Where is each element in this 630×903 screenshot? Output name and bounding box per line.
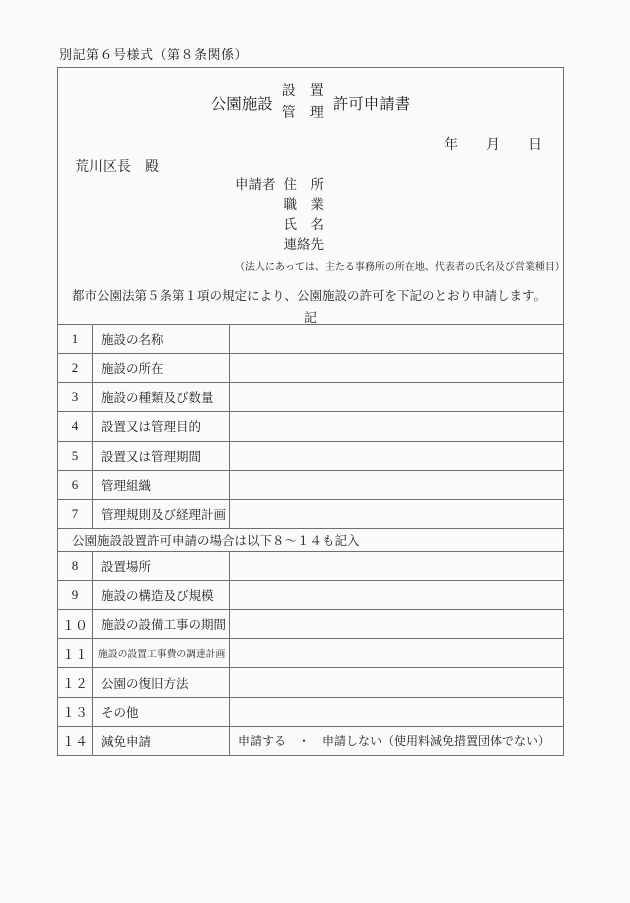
form-number-label: 別記第６号様式（第８条関係）	[59, 47, 249, 62]
row-value	[230, 581, 564, 610]
row-value	[230, 441, 564, 470]
table-row	[58, 412, 564, 441]
table-row	[58, 383, 564, 412]
row-number: １０	[58, 610, 93, 639]
table-row	[58, 551, 564, 580]
row-label: 設置場所	[93, 551, 230, 580]
title-stacked-bottom: 管 理	[281, 105, 324, 121]
row-value	[230, 412, 564, 441]
table-row	[58, 325, 564, 354]
title-suffix: 許可申請書	[332, 95, 411, 113]
applicant-field-name: 氏 名	[283, 217, 324, 232]
row-label: 施設の設置工事費の調達計画	[93, 639, 230, 668]
row-number: 5	[58, 441, 93, 470]
corporate-note: （法人にあっては、主たる事務所の所在地、代表者の氏名及び営業種目）	[235, 262, 565, 273]
row-number: 8	[58, 551, 93, 580]
applicant-field-address: 住 所	[283, 177, 324, 192]
row-value	[230, 470, 564, 499]
application-table	[57, 324, 564, 756]
table-row	[58, 354, 564, 383]
row-label: 施設の所在	[93, 354, 230, 383]
addressee: 荒川区長 殿	[75, 160, 159, 175]
row-label: 施設の名称	[93, 325, 230, 354]
application-statement: 都市公園法第５条第１項の規定により、公園施設の許可を下記のとおり申請します。	[72, 289, 547, 303]
table-row	[58, 441, 564, 470]
row-label: 施設の種類及び数量	[93, 383, 230, 412]
table-row	[58, 726, 564, 755]
applicant-field-occupation: 職 業	[283, 197, 324, 212]
list-heading: 記	[303, 310, 317, 325]
table-row	[58, 470, 564, 499]
table-row	[58, 610, 564, 639]
table-row	[58, 499, 564, 528]
row-label: 設置又は管理期間	[93, 441, 230, 470]
row-value	[230, 499, 564, 528]
row-value	[230, 354, 564, 383]
row-label: 施設の構造及び規模	[93, 581, 230, 610]
row-number: 3	[58, 383, 93, 412]
row-value	[230, 639, 564, 668]
applicant-label: 申請者	[235, 177, 276, 192]
row-value	[230, 668, 564, 697]
table-row	[58, 668, 564, 697]
title-stacked-options	[282, 81, 324, 124]
row-label: 設置又は管理目的	[93, 412, 230, 441]
row-number: 7	[58, 499, 93, 528]
table-row	[58, 639, 564, 668]
row-label: 公園の復旧方法	[93, 668, 230, 697]
table-section-note: 公園施設設置許可申請の場合は以下８～１４も記入	[58, 528, 564, 551]
applicant-field-contact: 連絡先	[283, 237, 324, 252]
row-label: 施設の設備工事の期間	[93, 610, 230, 639]
applicant-block	[235, 175, 324, 255]
row-number: １４	[58, 726, 93, 755]
row-value	[230, 383, 564, 412]
row-label: 減免申請	[93, 726, 230, 755]
applicant-fields	[284, 175, 325, 255]
row-number: １１	[58, 639, 93, 668]
row-number: 1	[58, 325, 93, 354]
date-line: 年 月 日	[444, 138, 542, 153]
table-section-note-row	[58, 528, 564, 551]
row-label: 管理組織	[93, 470, 230, 499]
row-value	[230, 551, 564, 580]
form-title	[58, 81, 563, 124]
row-value	[230, 325, 564, 354]
row-value	[230, 610, 564, 639]
form-border-box	[57, 67, 564, 756]
table-row	[58, 581, 564, 610]
title-stacked-top: 設 置	[281, 84, 324, 99]
table-row	[58, 697, 564, 726]
title-prefix: 公園施設	[210, 95, 273, 113]
row-number: １３	[58, 697, 93, 726]
row-value: 申請する ・ 申請しない（使用料減免措置団体でない）	[230, 726, 564, 755]
row-number: 2	[58, 354, 93, 383]
row-number: １２	[58, 668, 93, 697]
row-number: 6	[58, 470, 93, 499]
row-value	[230, 697, 564, 726]
row-number: 9	[58, 581, 93, 610]
row-label: その他	[93, 697, 230, 726]
row-label: 管理規則及び経理計画	[93, 499, 230, 528]
row-number: 4	[58, 412, 93, 441]
